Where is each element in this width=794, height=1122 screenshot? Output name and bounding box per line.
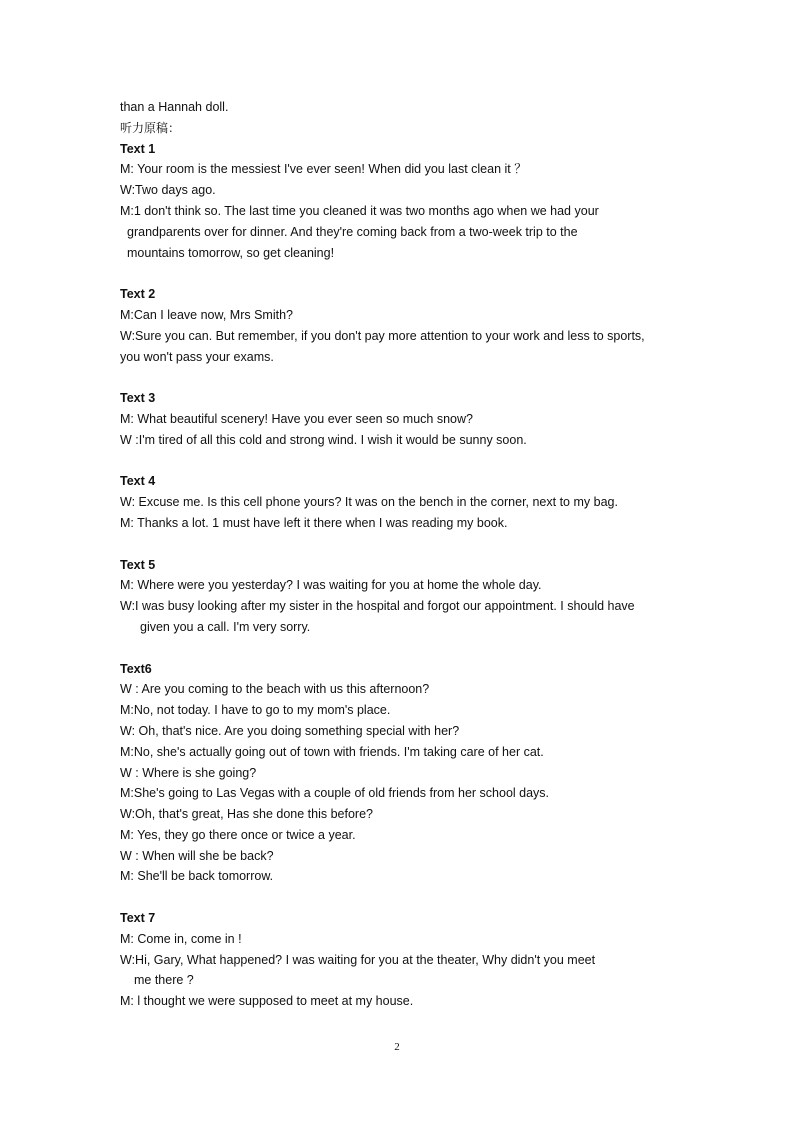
dialogue-line: M: l thought we were supposed to meet at my house. xyxy=(120,994,414,1009)
text-block-4 xyxy=(120,471,680,533)
block-spacer xyxy=(120,367,680,388)
text-heading: Text6 xyxy=(120,661,152,676)
dialogue-line: M:No, she's actually going out of town with friends. I'm taking care of her cat. xyxy=(120,744,544,759)
block-spacer xyxy=(120,638,680,659)
text-heading: Text 4 xyxy=(120,474,156,489)
section-label: 听力原稿： xyxy=(120,120,181,135)
dialogue-line: M: Come in, come in ! xyxy=(120,931,242,946)
text-block-7 xyxy=(120,908,680,1012)
dialogue-line: W:I was busy looking after my sister in the hospital and forgot our appointment. I should have xyxy=(120,599,635,614)
dialogue-line: M: Your room is the messiest I've ever seen! When did you last clean it ？ xyxy=(120,162,527,177)
dialogue-line: W:Sure you can. But remember, if you don't pay more attention to your work and less to sports, xyxy=(120,328,645,343)
dialogue-line: W :I'm tired of all this cold and strong wind. I wish it would be sunny soon. xyxy=(120,432,527,447)
text-block-6 xyxy=(120,659,680,888)
text-heading: Text 3 xyxy=(120,391,156,406)
text-heading: Text 1 xyxy=(120,141,156,156)
dialogue-line: M: Thanks a lot. 1 must have left it there when I was reading my book. xyxy=(120,515,508,530)
dialogue-line: M: She'll be back tomorrow. xyxy=(120,869,274,884)
dialogue-line: W: Excuse me. Is this cell phone yours? It was on the bench in the corner, next to my bag. xyxy=(120,495,618,510)
carryover-line: than a Hannah doll. xyxy=(120,100,229,114)
text-block-1 xyxy=(120,139,680,264)
text-block-3 xyxy=(120,388,680,450)
block-spacer xyxy=(120,887,680,908)
dialogue-line-continuation: given you a call. I'm very sorry. xyxy=(140,619,311,634)
dialogue-line: M: Yes, they go there once or twice a year. xyxy=(120,827,356,842)
dialogue-line: you won't pass your exams. xyxy=(120,349,274,364)
dialogue-line: W: Oh, that's nice. Are you doing something special with her? xyxy=(120,723,460,738)
dialogue-line: W : Where is she going? xyxy=(120,765,257,780)
block-spacer xyxy=(120,451,680,472)
dialogue-line-continuation: grandparents over for dinner. And they're coming back from a two-week trip to the xyxy=(127,224,578,239)
dialogue-line: M:No, not today. I have to go to my mom's place. xyxy=(120,703,391,718)
block-spacer xyxy=(120,263,680,284)
dialogue-line-continuation: me there ? xyxy=(134,973,194,988)
block-spacer xyxy=(120,534,680,555)
text-block-5 xyxy=(120,555,680,638)
dialogue-line: M:She's going to Las Vegas with a couple of old friends from her school days. xyxy=(120,786,550,801)
dialogue-line: W : When will she be back? xyxy=(120,848,274,863)
dialogue-line: W:Two days ago. xyxy=(120,183,216,198)
text-heading: Text 2 xyxy=(120,287,156,302)
dialogue-line: M: What beautiful scenery! Have you ever seen so much snow? xyxy=(120,411,473,426)
text-heading: Text 7 xyxy=(120,911,156,926)
dialogue-line: M: Where were you yesterday? I was waiting for you at home the whole day. xyxy=(120,578,542,593)
dialogue-line: W : Are you coming to the beach with us this afternoon? xyxy=(120,682,430,697)
transcript-content xyxy=(120,97,680,1012)
dialogue-line: W:Hi, Gary, What happened? I was waiting for you at the theater, Why didn't you meet xyxy=(120,952,596,967)
page-number: 2 xyxy=(394,1041,400,1053)
text-block-2 xyxy=(120,284,680,367)
text-heading: Text 5 xyxy=(120,557,156,572)
dialogue-line: M:Can I leave now, Mrs Smith? xyxy=(120,307,293,322)
dialogue-line-continuation: mountains tomorrow, so get cleaning! xyxy=(127,245,335,260)
dialogue-line: M:1 don't think so. The last time you cleaned it was two months ago when we had your xyxy=(120,203,599,218)
dialogue-line: W:Oh, that's great, Has she done this before? xyxy=(120,807,373,822)
